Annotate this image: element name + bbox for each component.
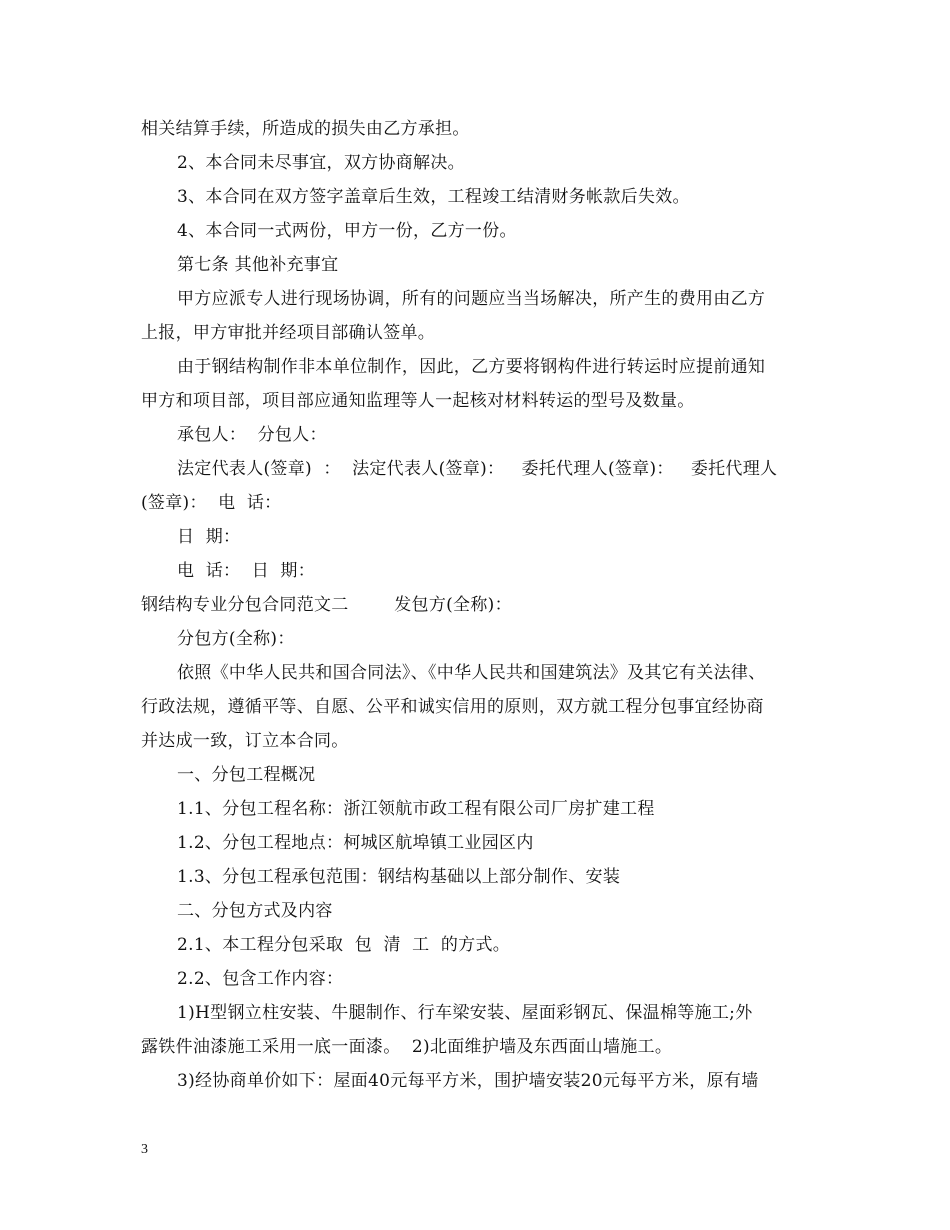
text-line: 甲方应派专人进行现场协调，所有的问题应当当场解决，所产生的费用由乙方 bbox=[177, 289, 766, 309]
signature-block-line: (签章)： 电 话： bbox=[141, 493, 282, 513]
text-line: 依照《中华人民共和国合同法》、《中华人民共和国建筑法》及其它有关法律、 bbox=[177, 663, 766, 683]
text-line: 1.3、分包工程承包范围：钢结构基础以上部分制作、安装 bbox=[177, 867, 621, 887]
section-heading: 一、分包工程概况 bbox=[177, 765, 316, 785]
section-heading: 二、分包方式及内容 bbox=[177, 901, 333, 921]
signature-block-line: 承包人： 分包人： bbox=[177, 425, 327, 445]
text-line: 露铁件油漆施工采用一底一面漆。 2)北面维护墙及东西面山墙施工。 bbox=[141, 1037, 673, 1057]
text-line: 2、本合同未尽事宜，双方协商解决。 bbox=[177, 153, 465, 173]
text-line: 由于钢结构制作非本单位制作，因此，乙方要将钢构件进行转运时应提前通知 bbox=[177, 357, 766, 377]
text-line: 3)经协商单价如下：屋面40元每平方米，围护墙安装20元每平方米，原有墙 bbox=[177, 1071, 759, 1091]
text-line: 1)H型钢立柱安装、牛腿制作、行车梁安装、屋面彩钢瓦、保温棉等施工;外 bbox=[177, 1003, 753, 1023]
document-title-line: 钢结构专业分包合同范文二 发包方(全称)： bbox=[141, 595, 512, 615]
text-line: 1.1、分包工程名称：浙江领航市政工程有限公司厂房扩建工程 bbox=[177, 799, 655, 819]
text-line: 并达成一致，订立本合同。 bbox=[141, 731, 349, 751]
text-line: 分包方(全称)： bbox=[177, 629, 295, 649]
signature-block-line: 日 期： bbox=[177, 527, 241, 547]
text-line: 2.1、本工程分包采取 包 清 工 的方式。 bbox=[177, 935, 511, 955]
text-line: 3、本合同在双方签字盖章后生效，工程竣工结清财务帐款后失效。 bbox=[177, 187, 690, 207]
signature-block-line: 电 话： 日 期： bbox=[177, 561, 316, 581]
signature-block-line: 法定代表人(签章) ： 法定代表人(签章)： 委托代理人(签章)： 委托代理人 bbox=[177, 459, 778, 479]
text-line: 行政法规，遵循平等、自愿、公平和诚实信用的原则，双方就工程分包事宜经协商 bbox=[141, 697, 764, 717]
text-line: 4、本合同一式两份，甲方一份，乙方一份。 bbox=[177, 221, 517, 241]
text-line: 2.2、包含工作内容： bbox=[177, 969, 344, 989]
section-heading: 第七条 其他补充事宜 bbox=[177, 255, 339, 275]
text-line: 1.2、分包工程地点：柯城区航埠镇工业园区内 bbox=[177, 833, 534, 853]
page-number: 3 bbox=[141, 1142, 148, 1157]
text-line: 相关结算手续，所造成的损失由乙方承担。 bbox=[141, 119, 470, 139]
text-line: 上报，甲方审批并经项目部确认签单。 bbox=[141, 323, 436, 343]
text-line: 甲方和项目部，项目部应通知监理等人一起核对材料转运的型号及数量。 bbox=[141, 391, 695, 411]
